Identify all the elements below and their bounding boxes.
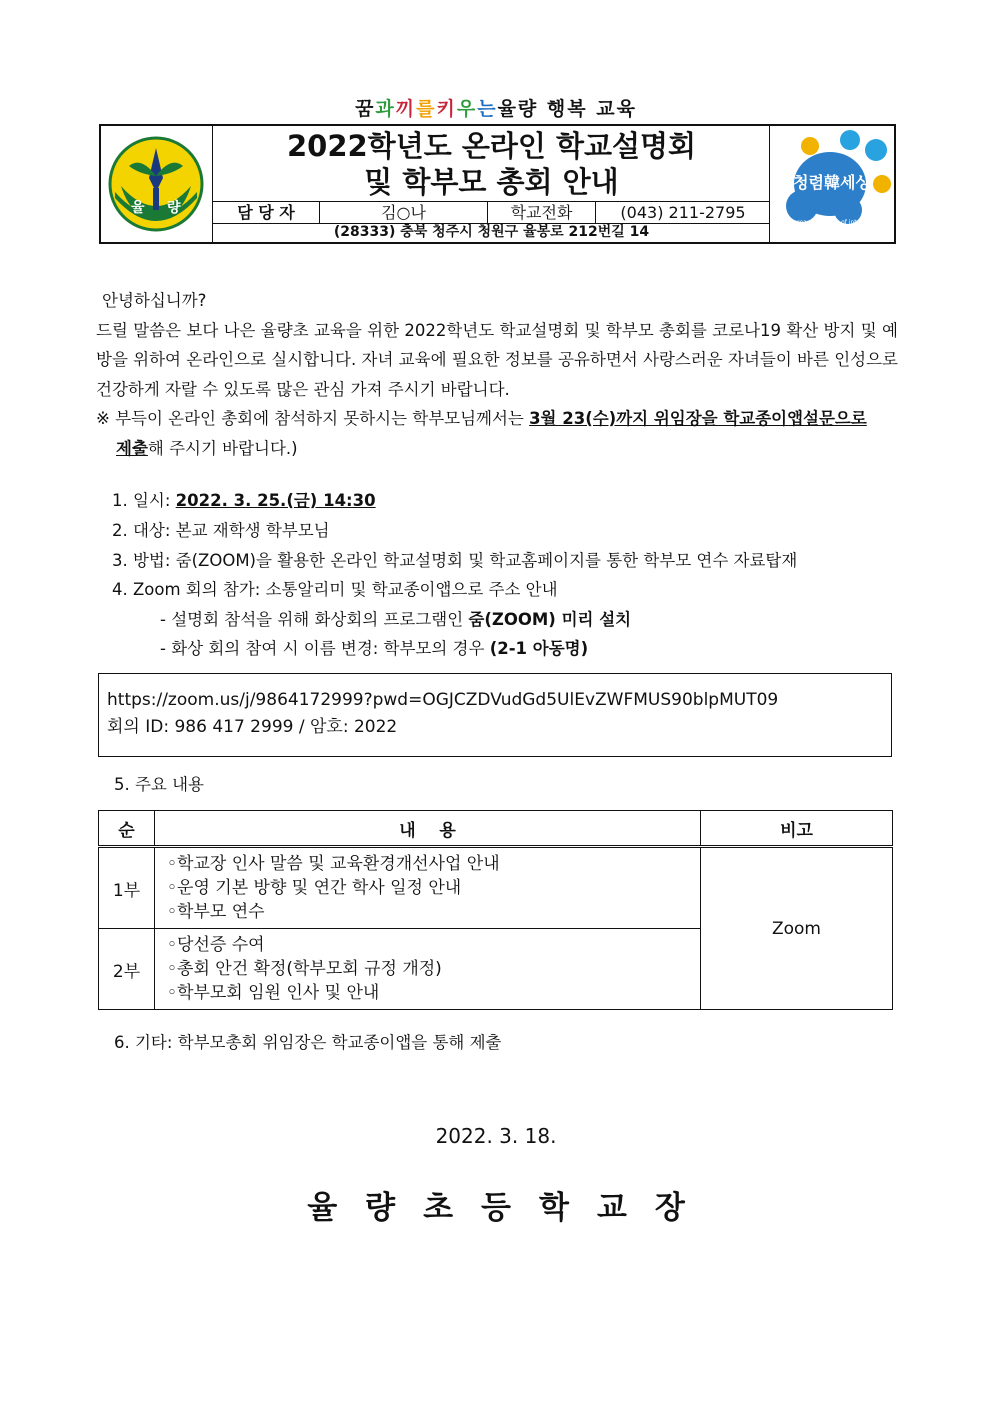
- header-box: [99, 124, 896, 244]
- sub2-bold: (2-1 아동명): [489, 639, 589, 658]
- integrity-logo-text: 청렴韓세상: [793, 173, 871, 192]
- item1-label: 1. 일시:: [112, 491, 176, 510]
- table-header-row: [99, 811, 893, 847]
- slogan-part: 과: [375, 98, 396, 120]
- note-suffix: 해 주시기 바랍니다.): [147, 438, 298, 458]
- school-logo-char: 량: [167, 200, 181, 216]
- manager-value: 김○나: [320, 202, 488, 223]
- content-table: [98, 810, 893, 1010]
- table-row: [99, 847, 893, 929]
- address: (28333) 충북 청주시 청원구 율봉로 212번길 14: [333, 224, 650, 240]
- slogan-part: 키: [436, 98, 457, 120]
- integrity-logo-subtext: Korea, a country of integrity: [789, 219, 875, 226]
- intro-section: [96, 286, 898, 463]
- list-item: 2. 대상: 본교 재학생 학부모님: [112, 521, 330, 540]
- sub2-prefix: - 화상 회의 참여 시 이름 변경: 학부모의 경우: [160, 639, 490, 658]
- slogan-part: 를: [416, 98, 437, 120]
- school-logo-cell: [101, 126, 213, 242]
- list-item: 4. Zoom 회의 참가: 소통알리미 및 학교종이앱으로 주소 안내: [112, 580, 558, 599]
- signature: 율량초등학교장: [307, 1190, 713, 1226]
- note-submit: 제출: [116, 438, 148, 458]
- note-line-2: [96, 434, 898, 464]
- school-logo-char: 율: [131, 200, 145, 216]
- list-item: 3. 방법: 줌(ZOOM)을 활용한 온라인 학교설명회 및 학교홈페이지를 통한 학부모 연수 자료탑재: [112, 551, 798, 570]
- col-header: 내 용: [155, 811, 701, 847]
- title-line-1: 2022학년도 온라인 학교설명회: [286, 129, 697, 163]
- zoom-meeting-id: 회의 ID: 986 417 2999 / 암호: 2022: [107, 717, 398, 737]
- zoom-info-box: [98, 673, 892, 757]
- slogan-part: 우: [456, 98, 478, 120]
- sub1-prefix: - 설명회 참석을 위해 화상회의 프로그램인: [160, 610, 469, 629]
- content-cell: [155, 847, 701, 929]
- content-line: ◦학교장 인사 말씀 및 교육환경개선사업 안내: [167, 854, 500, 874]
- sub1-bold: 줌(ZOOM) 미리 설치: [468, 610, 632, 629]
- slogan-part: 끼: [395, 98, 417, 120]
- document-date: 2022. 3. 18.: [435, 1124, 557, 1148]
- title-line-2: 및 학부모 총회 안내: [364, 165, 619, 199]
- section-heading: 5. 주요 내용: [114, 775, 204, 794]
- sub-item: [160, 605, 631, 635]
- slogan: [0, 94, 992, 121]
- note-prefix: ※ 부득이 온라인 총회에 참석하지 못하시는 학부모님께서는: [96, 409, 530, 428]
- integrity-logo-icon: [770, 126, 894, 242]
- slogan-part: 꿈: [355, 98, 376, 120]
- content-line: ◦학부모회 임원 인사 및 안내: [167, 983, 380, 1003]
- school-logo-icon: [101, 126, 212, 242]
- list-item: [112, 486, 376, 516]
- zoom-url[interactable]: https://zoom.us/j/9864172999?pwd=OGJCZDVudGd5UlEvZWFMUS90blpMUT09: [107, 690, 779, 710]
- content-line: ◦운영 기본 방향 및 연간 학사 일정 안내: [167, 878, 462, 898]
- contact-row: [213, 201, 770, 224]
- note-line: [96, 404, 898, 434]
- page-title: [213, 128, 770, 200]
- content-line: ◦총회 안건 확정(학부모회 규정 개정): [167, 959, 442, 979]
- content-line: ◦학부모 연수: [167, 902, 265, 922]
- content-line: ◦당선증 수여: [167, 935, 265, 955]
- part-cell: 2부: [99, 929, 155, 1010]
- item1-value: 2022. 3. 25.(금) 14:30: [175, 491, 376, 510]
- intro-paragraph: 드릴 말씀은 보다 나은 율량초 교육을 위한 2022학년도 학교설명회 및 학부모 총회를 코로나19 확산 방지 및 예방을 위하여 온라인으로 실시합니다. 자녀 교육에 필요한 정보를 공유하면서 사랑스러운 자녀들이 바른 인성으로 건강하게 자랄 수 있도록 많은 관심 가져 주시기 바랍니다.: [96, 320, 898, 399]
- sub-item: [160, 634, 588, 664]
- slogan-part: 율량 행복 교육: [497, 98, 637, 120]
- content-cell: [155, 929, 701, 1010]
- integrity-logo-cell: [769, 126, 894, 242]
- section-heading: 6. 기타: 학부모총회 위임장은 학교종이앱을 통해 제출: [114, 1033, 502, 1052]
- phone-label: 학교전화: [488, 202, 596, 223]
- note-deadline: 3월 23(수)까지 위임장을 학교종이앱설문으로: [529, 409, 867, 428]
- part-cell: 1부: [99, 847, 155, 929]
- col-header: 순: [99, 811, 155, 847]
- slogan-part: 는: [477, 98, 498, 120]
- phone-value: (043) 211-2795: [620, 203, 746, 222]
- greeting: 안녕하십니까?: [102, 291, 207, 310]
- col-header: 비고: [701, 811, 893, 847]
- note-cell: Zoom: [701, 847, 893, 1010]
- manager-label: 담 당 자: [213, 202, 320, 223]
